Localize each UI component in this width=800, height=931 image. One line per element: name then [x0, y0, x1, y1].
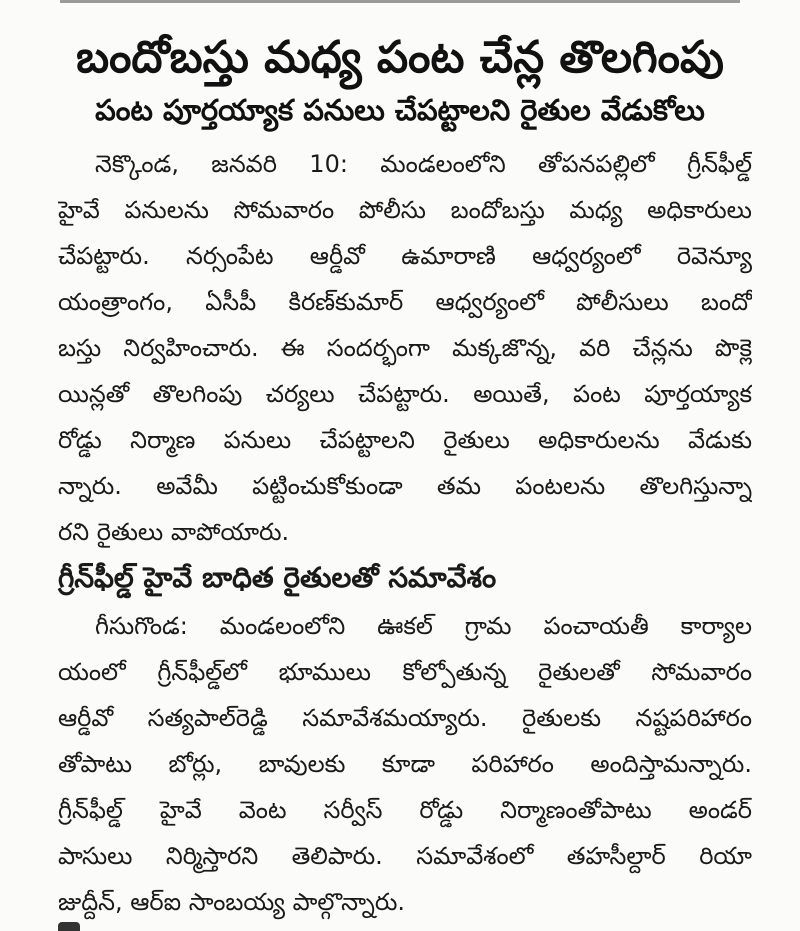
article-line: యిన్లతో తొలగింపు చర్యలు చేపట్టారు. అయితే, పంట పూర్తయ్యాక — [58, 380, 752, 408]
headline: బందోబస్తు మధ్య పంట చేన్ల తొలగింపు — [76, 32, 724, 83]
section-line: పాసులు నిర్మిస్తారని తెలిపారు. సమావేశంలో తహసీల్దార్ రియా — [58, 842, 752, 870]
article-line: చేపట్టారు. నర్సంపేట ఆర్డీవో ఉమారాణి ఆధ్వర్యంలో రెవెన్యూ — [58, 242, 752, 270]
section-line: గీసుగొండ: మండలంలోని ఊకల్ గ్రామ పంచాయతీ కార్యాల — [95, 612, 752, 640]
section-line: ఆర్డీవో సత్యపాల్‌రెడ్డి సమావేశమయ్యారు. రైతులకు నష్టపరిహారం — [58, 704, 752, 732]
article-line: నెక్కొండ, జనవరి 10: మండలంలోని తోపనపల్లిలో గ్రీన్‌ఫీల్డ్ — [95, 150, 752, 178]
article-line: రని రైతులు వాపోయారు. — [58, 518, 290, 546]
next-article-fragment — [58, 922, 80, 931]
section-line: యంలో గ్రీన్‌ఫీల్డ్‌లో భూములు కోల్పోతున్న రైతులతో సోమవారం — [58, 658, 752, 686]
top-divider — [60, 0, 740, 3]
subheadline: పంట పూర్తయ్యాక పనులు చేపట్టాలని రైతుల వేడుకోలు — [95, 93, 705, 127]
article-line: హైవే పనులను సోమవారం పోలీసు బందోబస్తు మధ్య అధికారులు — [58, 196, 752, 224]
section-line: తోపాటు బోర్లు, బావులకు కూడా పరిహారం అందిస్తామన్నారు. — [58, 750, 752, 778]
section-line: గ్రీన్‌ఫీల్డ్ హైవే వెంట సర్వీస్ రోడ్డు నిర్మాణంతోపాటు అండర్ — [58, 796, 752, 824]
section-heading: గ్రీన్‌ఫీల్డ్ హైవే బాధిత రైతులతో సమావేశం — [58, 561, 497, 594]
article-line: యంత్రాంగం, ఏసీపీ కిరణ్‌కుమార్ ఆధ్వర్యంలో పోలీసులు బందో — [58, 288, 752, 316]
article-line: రోడ్డు నిర్మాణ పనులు చేపట్టాలని రైతులు అధికారులను వేడుకు — [58, 426, 752, 454]
section-line: జుద్దీన్, ఆర్ఐ సాంబయ్య పాల్గొన్నారు. — [58, 888, 405, 916]
article-line: న్నారు. అవేమీ పట్టించుకోకుండా తమ పంటలను తొలగిస్తున్నా — [58, 472, 752, 500]
article-line: బస్తు నిర్వహించారు. ఈ సందర్భంగా మక్కజొన్న, వరి చేన్లను పొక్లె — [58, 334, 752, 362]
